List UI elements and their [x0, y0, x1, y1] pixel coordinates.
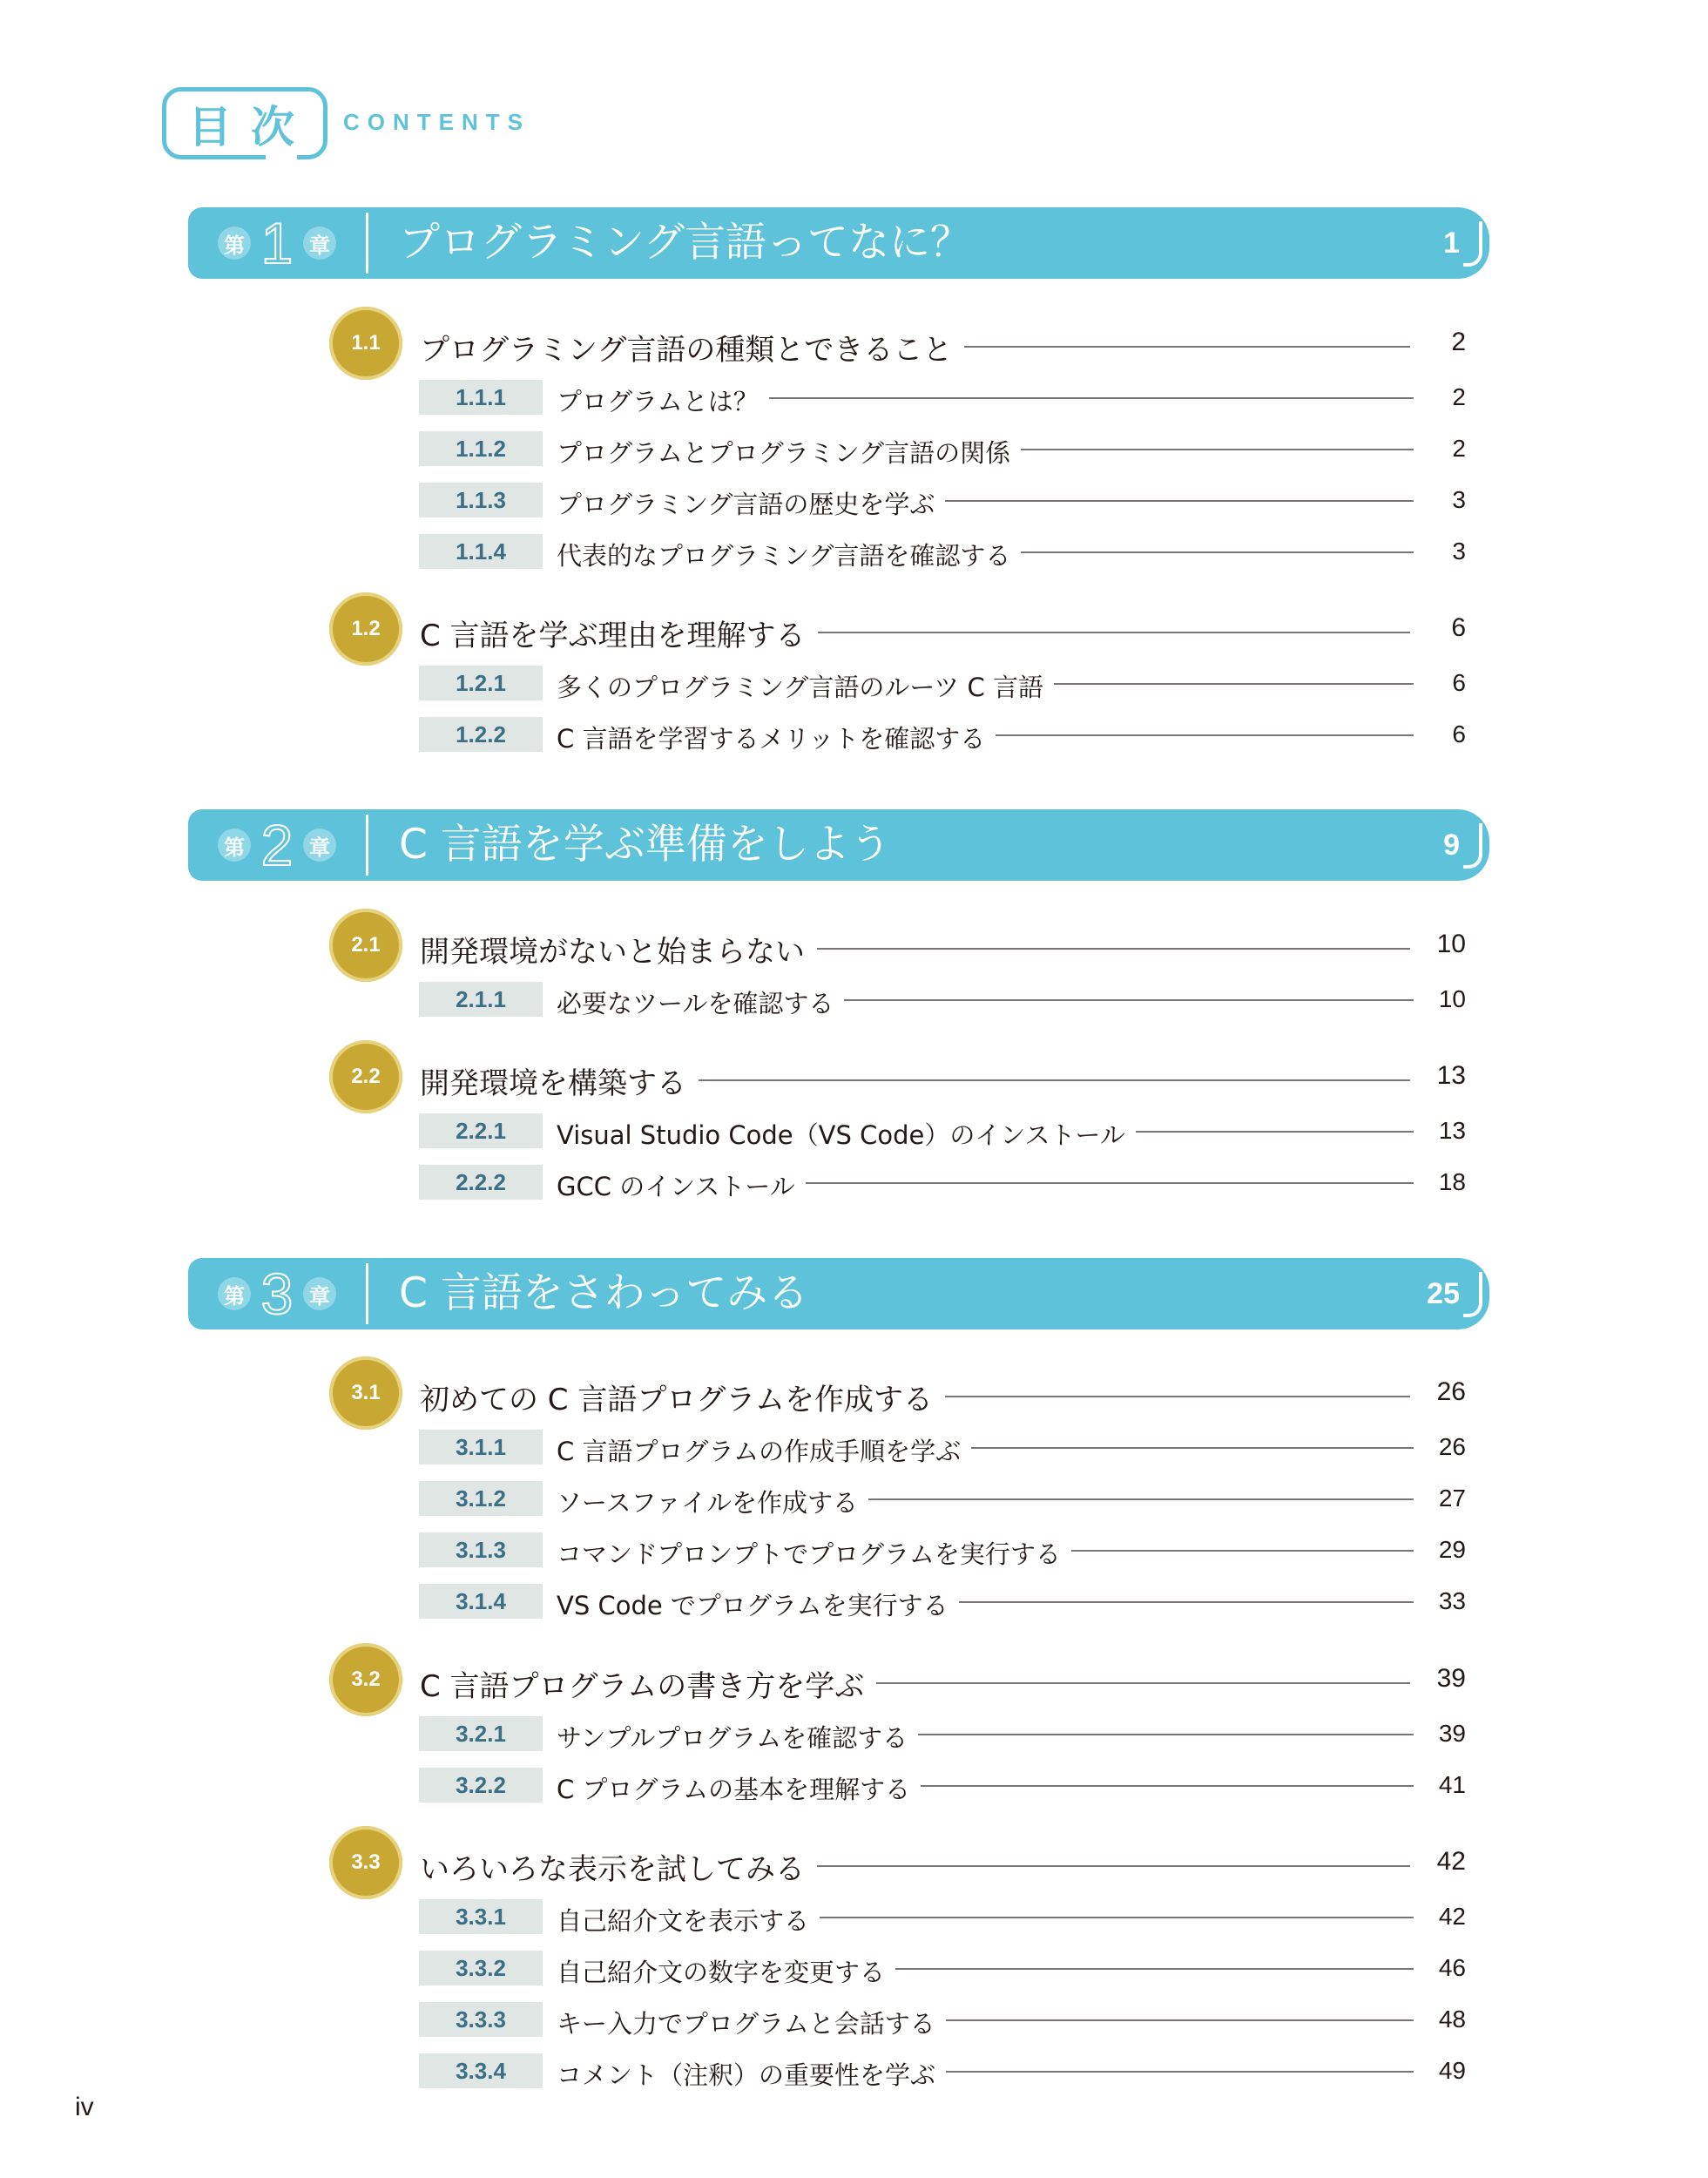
section-3-1[interactable]	[329, 1356, 1466, 1435]
subsection-page: 6	[1443, 720, 1466, 748]
subsection-page: 39	[1430, 1720, 1466, 1748]
subsection-3-3-2[interactable]	[419, 1951, 1466, 1985]
subsection-title: 自己紹介文を表示する	[557, 1902, 820, 1938]
chapter-number: 1	[260, 211, 294, 275]
chapter-number: 3	[260, 1261, 294, 1326]
subsection-page: 2	[1443, 435, 1466, 463]
chapter-divider	[366, 213, 368, 274]
subsection-title: ソースファイルを作成する	[557, 1484, 868, 1519]
section-number-badge: 2.2	[329, 1040, 402, 1113]
subsection-title: 自己紹介文の数字を変更する	[557, 1953, 895, 1989]
chapter-number: 2	[260, 813, 294, 877]
section-number-badge: 2.1	[329, 909, 402, 982]
subsection-page: 2	[1443, 383, 1466, 411]
section-1-1[interactable]	[329, 307, 1466, 385]
subsection-3-1-4[interactable]	[419, 1584, 1466, 1619]
subsection-number-badge: 1.1.2	[419, 431, 543, 466]
chapter-dai-label: 第	[218, 829, 251, 862]
page-folio: iv	[75, 2093, 94, 2121]
chapter-dai-label: 第	[218, 1277, 251, 1310]
subsection-number-badge: 3.2.1	[419, 1716, 543, 1751]
chapter-corner-hook	[1463, 221, 1482, 267]
subsection-2-2-1[interactable]	[419, 1113, 1466, 1148]
chapter-divider	[366, 1263, 368, 1324]
section-page: 13	[1427, 1061, 1466, 1091]
subsection-number-badge: 1.1.4	[419, 534, 543, 569]
section-title: いろいろな表示を試してみる	[420, 1845, 817, 1888]
subsection-title: サンプルプログラムを確認する	[557, 1719, 918, 1755]
section-page: 10	[1427, 930, 1466, 959]
section-number-badge: 3.2	[329, 1643, 402, 1716]
section-title: C 言語を学ぶ理由を理解する	[420, 612, 818, 654]
subsection-number-badge: 3.3.4	[419, 2053, 543, 2088]
chapter-page: 25	[1427, 1277, 1460, 1310]
subsection-page: 27	[1430, 1485, 1466, 1512]
chapter-sho-label: 章	[303, 227, 336, 260]
subsection-title: コマンドプロンプトでプログラムを実行する	[557, 1535, 1071, 1571]
subsection-3-1-1[interactable]	[419, 1430, 1466, 1464]
subsection-page: 33	[1430, 1587, 1466, 1615]
subsection-3-2-1[interactable]	[419, 1716, 1466, 1751]
subsection-title: 代表的なプログラミング言語を確認する	[557, 537, 1021, 572]
section-page: 26	[1427, 1377, 1466, 1407]
subsection-page: 3	[1443, 538, 1466, 565]
subsection-page: 41	[1430, 1771, 1466, 1799]
subsection-number-badge: 3.1.4	[419, 1584, 543, 1619]
subsection-title: 多くのプログラミング言語のルーツ C 言語	[557, 668, 1054, 704]
subsection-2-2-2[interactable]	[419, 1165, 1466, 1200]
section-number-badge: 3.1	[329, 1356, 402, 1430]
subsection-3-3-3[interactable]	[419, 2002, 1466, 2037]
section-number-badge: 1.2	[329, 592, 402, 666]
chapter-sho-label: 章	[303, 1277, 336, 1310]
section-page: 39	[1427, 1664, 1466, 1694]
chapter-corner-hook	[1463, 823, 1482, 869]
subsection-title: C 言語プログラムの作成手順を学ぶ	[557, 1432, 971, 1468]
section-2-1[interactable]	[329, 909, 1466, 987]
section-title: 開発環境を構築する	[420, 1059, 699, 1102]
subsection-title: コメント（注釈）の重要性を学ぶ	[557, 2056, 946, 2092]
title-box-notch	[266, 155, 297, 159]
subsection-number-badge: 2.2.2	[419, 1165, 543, 1200]
subsection-3-2-2[interactable]	[419, 1768, 1466, 1803]
subsection-page: 13	[1430, 1117, 1466, 1145]
subsection-page: 3	[1443, 486, 1466, 514]
section-page: 42	[1427, 1847, 1466, 1877]
section-3-3[interactable]	[329, 1826, 1466, 1904]
subsection-page: 6	[1443, 669, 1466, 697]
subsection-number-badge: 1.2.2	[419, 717, 543, 752]
subsection-number-badge: 3.3.3	[419, 2002, 543, 2037]
subsection-title: GCC のインストール	[557, 1167, 806, 1203]
section-title: 初めての C 言語プログラムを作成する	[420, 1376, 945, 1418]
subsection-number-badge: 1.2.1	[419, 666, 543, 700]
subsection-page: 29	[1430, 1536, 1466, 1564]
chapter-dai-label: 第	[218, 227, 251, 260]
subsection-title: プログラミング言語の歴史を学ぶ	[557, 485, 945, 521]
subsection-title: VS Code でプログラムを実行する	[557, 1586, 959, 1622]
subsection-1-1-4[interactable]	[419, 534, 1466, 569]
subsection-title: プログラムとプログラミング言語の関係	[557, 434, 1021, 470]
subsection-title: C プログラムの基本を理解する	[557, 1770, 921, 1806]
subsection-number-badge: 1.1.1	[419, 380, 543, 415]
chapter-corner-hook	[1463, 1272, 1482, 1317]
chapter-title: プログラミング言語ってなに？	[399, 219, 972, 267]
chapter-title: C 言語を学ぶ準備をしよう	[399, 821, 891, 869]
subsection-number-badge: 2.2.1	[419, 1113, 543, 1148]
section-title: プログラミング言語の種類とできること	[420, 326, 964, 369]
section-title: C 言語プログラムの書き方を学ぶ	[420, 1662, 876, 1705]
chapter-2-bar[interactable]	[188, 809, 1489, 881]
subsection-number-badge: 3.1.1	[419, 1430, 543, 1464]
subsection-2-1-1[interactable]	[419, 982, 1466, 1017]
toc-title: 目次	[188, 101, 314, 152]
subsection-3-1-3[interactable]	[419, 1532, 1466, 1567]
chapter-sho-label: 章	[303, 829, 336, 862]
subsection-1-2-2[interactable]	[419, 717, 1466, 752]
subsection-title: C 言語を学習するメリットを確認する	[557, 720, 996, 755]
subsection-number-badge: 2.1.1	[419, 982, 543, 1017]
chapter-1-bar[interactable]	[188, 207, 1489, 279]
subsection-title: キー入力でプログラムと会話する	[557, 2005, 946, 2040]
section-page: 6	[1441, 613, 1466, 643]
section-1-2[interactable]	[329, 592, 1466, 671]
toc-title-box	[162, 87, 327, 159]
subsection-title: 必要なツールを確認する	[557, 984, 844, 1020]
subsection-page: 48	[1430, 2006, 1466, 2033]
subsection-page: 46	[1430, 1954, 1466, 1982]
subsection-3-1-2[interactable]	[419, 1481, 1466, 1516]
chapter-divider	[366, 815, 368, 876]
subsection-1-1-1[interactable]	[419, 380, 1466, 415]
subsection-number-badge: 3.2.2	[419, 1768, 543, 1803]
subsection-number-badge: 3.3.2	[419, 1951, 543, 1985]
subsection-page: 18	[1430, 1168, 1466, 1196]
section-3-2[interactable]	[329, 1643, 1466, 1721]
subsection-number-badge: 3.1.3	[419, 1532, 543, 1567]
subsection-1-2-1[interactable]	[419, 666, 1466, 700]
section-number-badge: 1.1	[329, 307, 402, 380]
section-2-2[interactable]	[329, 1040, 1466, 1119]
section-number-badge: 3.3	[329, 1826, 402, 1899]
subsection-3-3-4[interactable]	[419, 2053, 1466, 2088]
subsection-page: 10	[1430, 985, 1466, 1013]
subsection-1-1-3[interactable]	[419, 483, 1466, 517]
chapter-3-bar[interactable]	[188, 1258, 1489, 1329]
subsection-page: 49	[1430, 2057, 1466, 2085]
subsection-number-badge: 3.1.2	[419, 1481, 543, 1516]
subsection-3-3-1[interactable]	[419, 1899, 1466, 1934]
subsection-number-badge: 3.3.1	[419, 1899, 543, 1934]
subsection-title: プログラムとは？	[557, 382, 769, 418]
subsection-title: Visual Studio Code（VS Code）のインストール	[557, 1116, 1136, 1152]
section-title: 開発環境がないと始まらない	[420, 928, 817, 971]
subsection-page: 26	[1430, 1433, 1466, 1461]
section-page: 2	[1441, 328, 1466, 357]
subsection-1-1-2[interactable]	[419, 431, 1466, 466]
contents-label: CONTENTS	[343, 109, 530, 135]
chapter-page: 9	[1443, 829, 1460, 862]
chapter-page: 1	[1443, 227, 1460, 260]
subsection-number-badge: 1.1.3	[419, 483, 543, 517]
chapter-title: C 言語をさわってみる	[399, 1269, 809, 1317]
subsection-page: 42	[1430, 1903, 1466, 1931]
